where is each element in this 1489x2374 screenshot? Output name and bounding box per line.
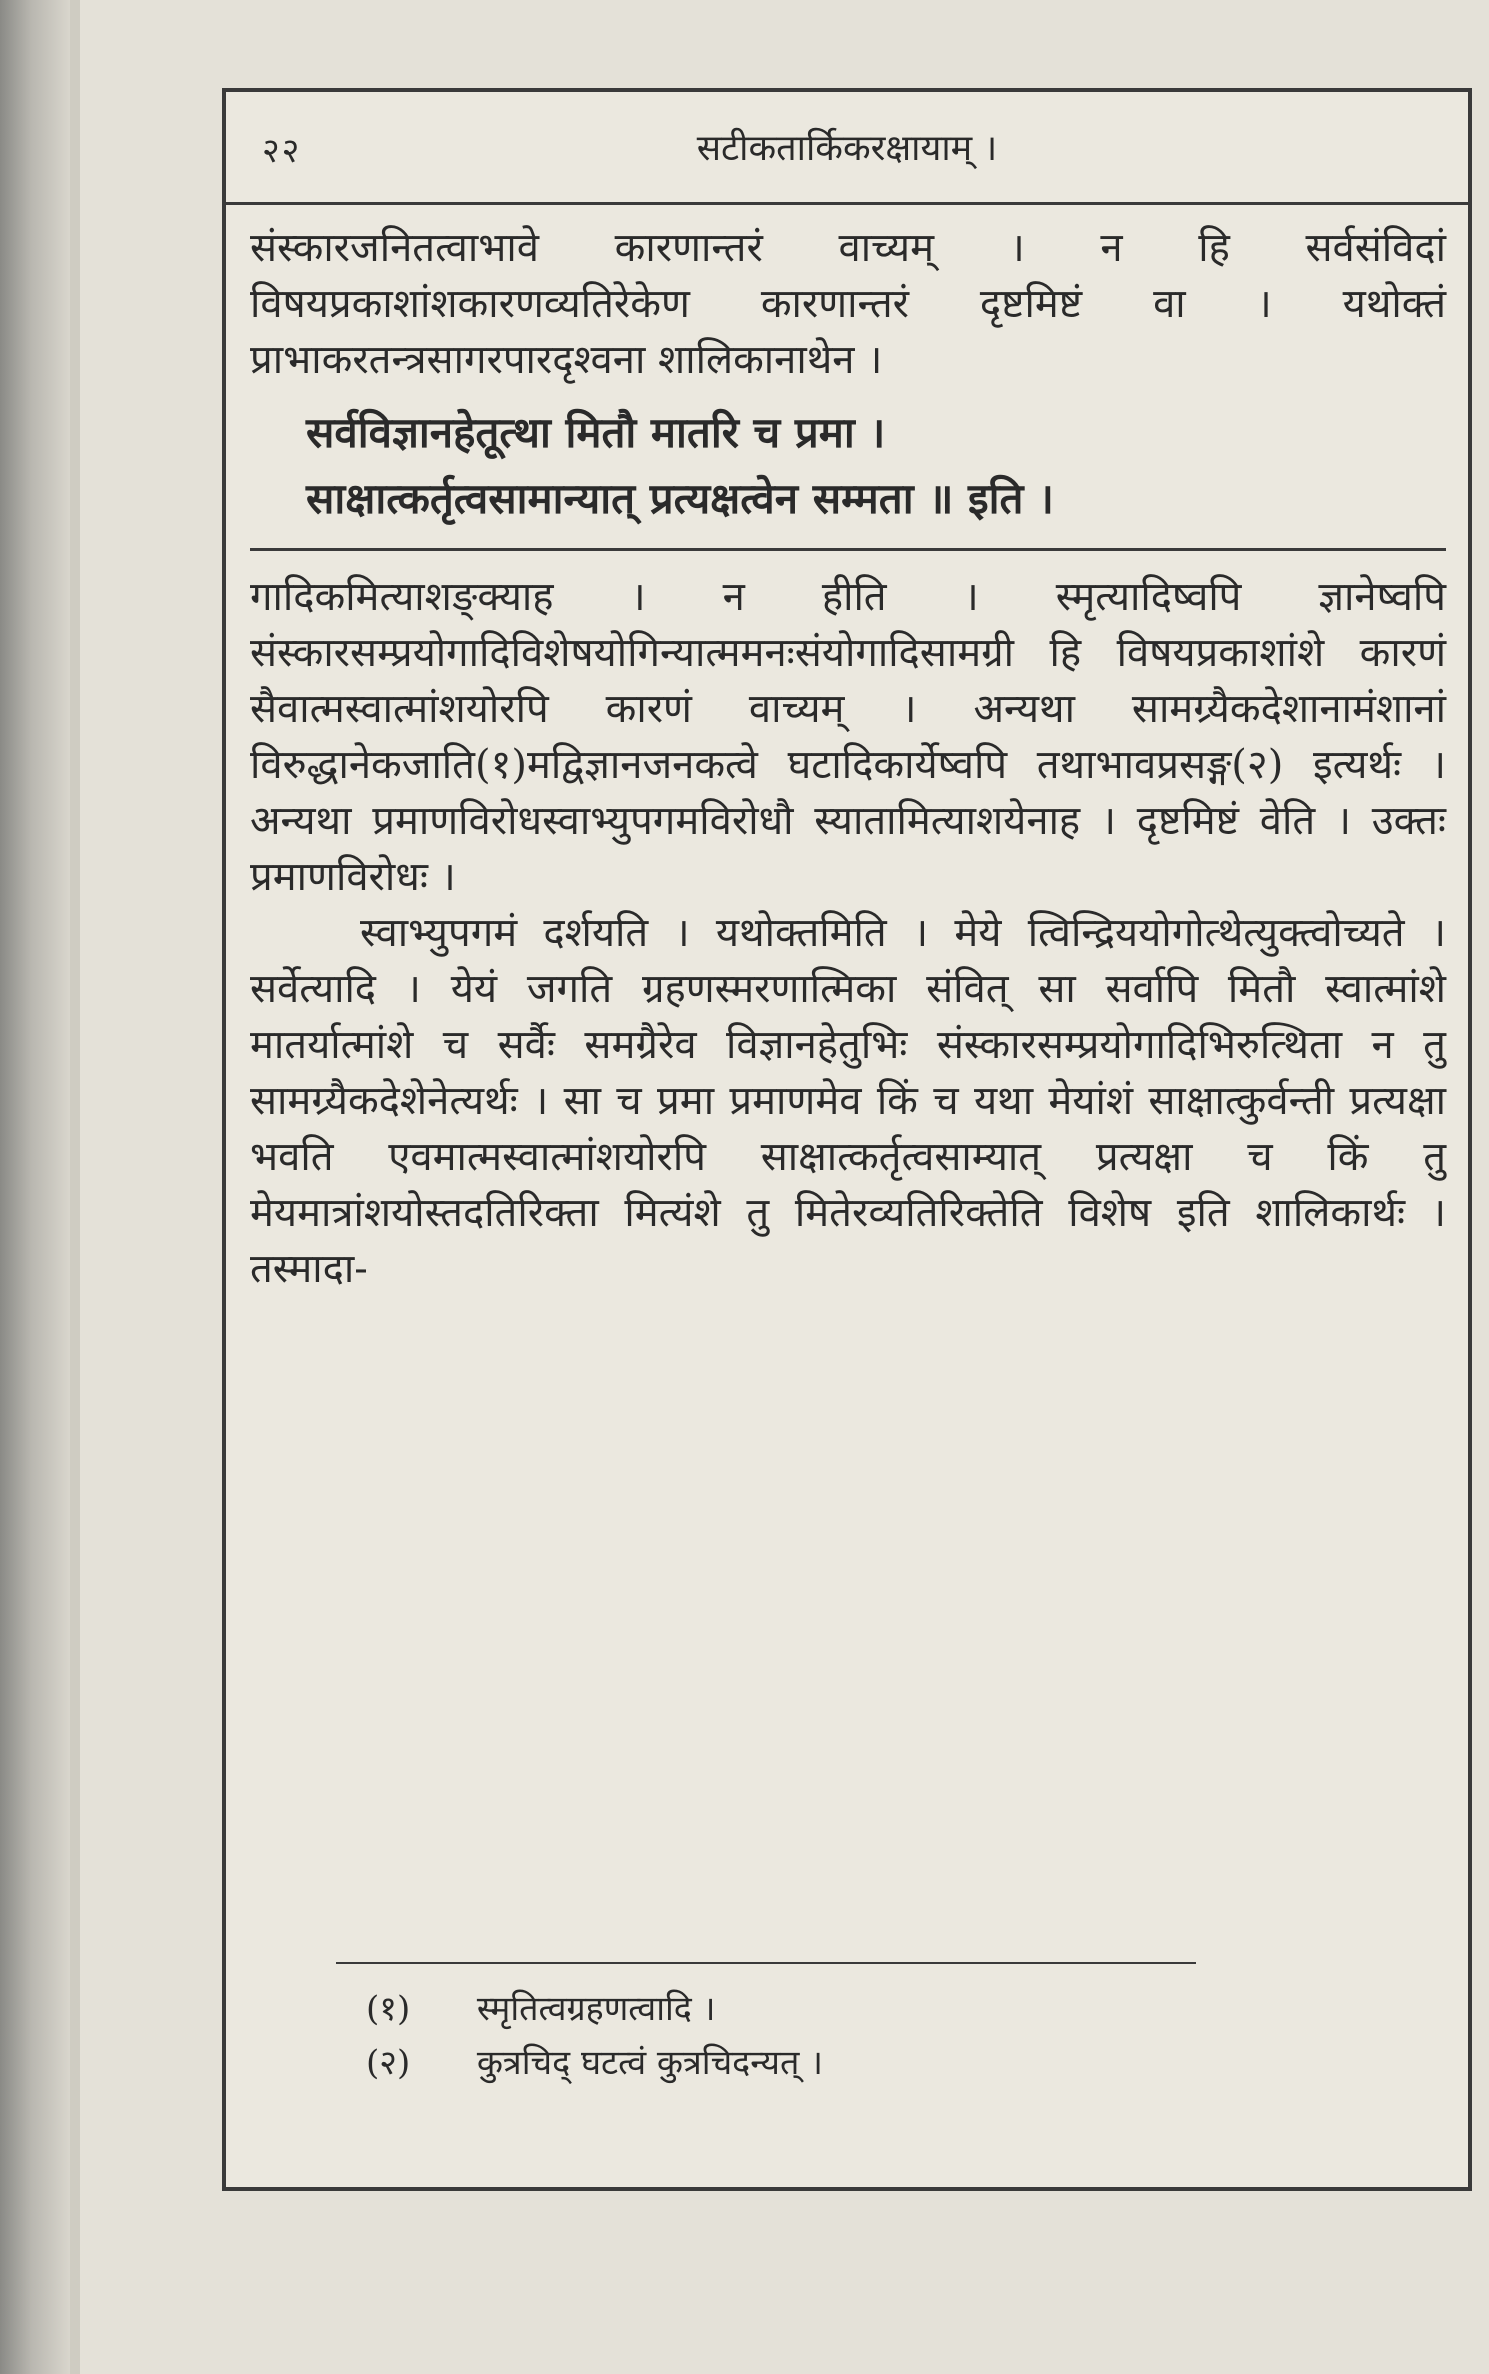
footnote-1-mark: (१): [366, 1989, 411, 2029]
footnote-1: [366, 1982, 823, 2036]
page-header: [226, 92, 1468, 205]
page-body: [250, 220, 1446, 1297]
mula-text: संस्कारजनितत्वाभावे कारणान्तरं वाच्यम् । न हि सर्वसंविदां विषयप्रकाशांशकारणव्यतिरेकेण कारणान्तरं दृष्टमिष्टं वा । यथोक्तं प्राभाकरतन्त्रसागरपारदृश्वना शालिकानाथेन ।: [250, 225, 1446, 383]
footnote-1-text: स्मृतित्वग्रहणत्वादि ।: [476, 1989, 716, 2029]
page-number: २२: [262, 131, 302, 171]
commentary-paragraph-1: गादिकमित्याशङ्क्याह । न हीति । स्मृत्यादिष्वपि ज्ञानेष्वपि संस्कारसम्प्रयोगादिविशेषयोगिन्यात्ममनःसंयोगादिसामग्री हि विषयप्रकाशांशे कारणं सैवात्मस्वात्मांशयोरपि कारणं वाच्यम् । अन्यथा सामग्र्यैकदेशानामंशानां विरुद्धानेकजाति(१)मद्विज्ञानजनकत्वे घटादिकार्येष्वपि तथाभावप्रसङ्ग(२) इत्यर्थः । अन्यथा प्रमाणविरोधस्वाभ्युपगमविरोधौ स्यातामित्याशयेनाह । दृष्टमिष्टं वेति । उक्तः प्रमाणविरोधः ।: [250, 574, 1446, 900]
footnote-2-text: कुत्रचिद् घटत्वं कुत्रचिदन्यत् ।: [476, 2043, 824, 2083]
page-gutter: [70, 0, 80, 2374]
footnote-2: [366, 2036, 823, 2090]
verse-line-2: साक्षात्कर्तृत्वसामान्यात् प्रत्यक्षत्वेन सम्मता ॥ इति ।: [306, 474, 1054, 523]
footnote-divider: [336, 1962, 1196, 1964]
footnote-2-mark: (२): [366, 2043, 411, 2083]
book-binding-shadow: [0, 0, 70, 2374]
footnotes: [366, 1982, 823, 2090]
commentary-paragraph-2: स्वाभ्युपगमं दर्शयति । यथोक्तमिति । मेये त्विन्द्रिययोगोत्थेत्युक्त्वोच्यते । सर्वेत्यादि । येयं जगति ग्रहणस्मरणात्मिका संवित् सा सर्वापि मितौ स्वात्मांशे मातर्यात्मांशे च सर्वैः समग्रैरेव विज्ञानहेतुभिः संस्कारसम्प्रयोगादिभिरुत्थिता न तु सामग्र्यैकदेशेनेत्यर्थः । सा च प्रमा प्रमाणमेव किं च यथा मेयांशं साक्षात्कुर्वन्ती प्रत्यक्षा भवति एवमात्मस्वात्मांशयोरपि साक्षात्कर्तृत्वसाम्यात् प्रत्यक्षा च किं तु मेयमात्रांशयोस्तदतिरिक्ता मित्यंशे तु मितेरव्यतिरिक्तेति विशेष इति शालिकार्थः । तस्मादा-: [250, 910, 1446, 1292]
section-divider: [250, 548, 1446, 551]
running-title: सटीकतार्किकरक्षायाम् ।: [696, 128, 998, 169]
verse-line-1: सर्वविज्ञानहेतूत्था मितौ मातरि च प्रमा ।: [306, 408, 886, 457]
printed-page: [222, 88, 1472, 2191]
